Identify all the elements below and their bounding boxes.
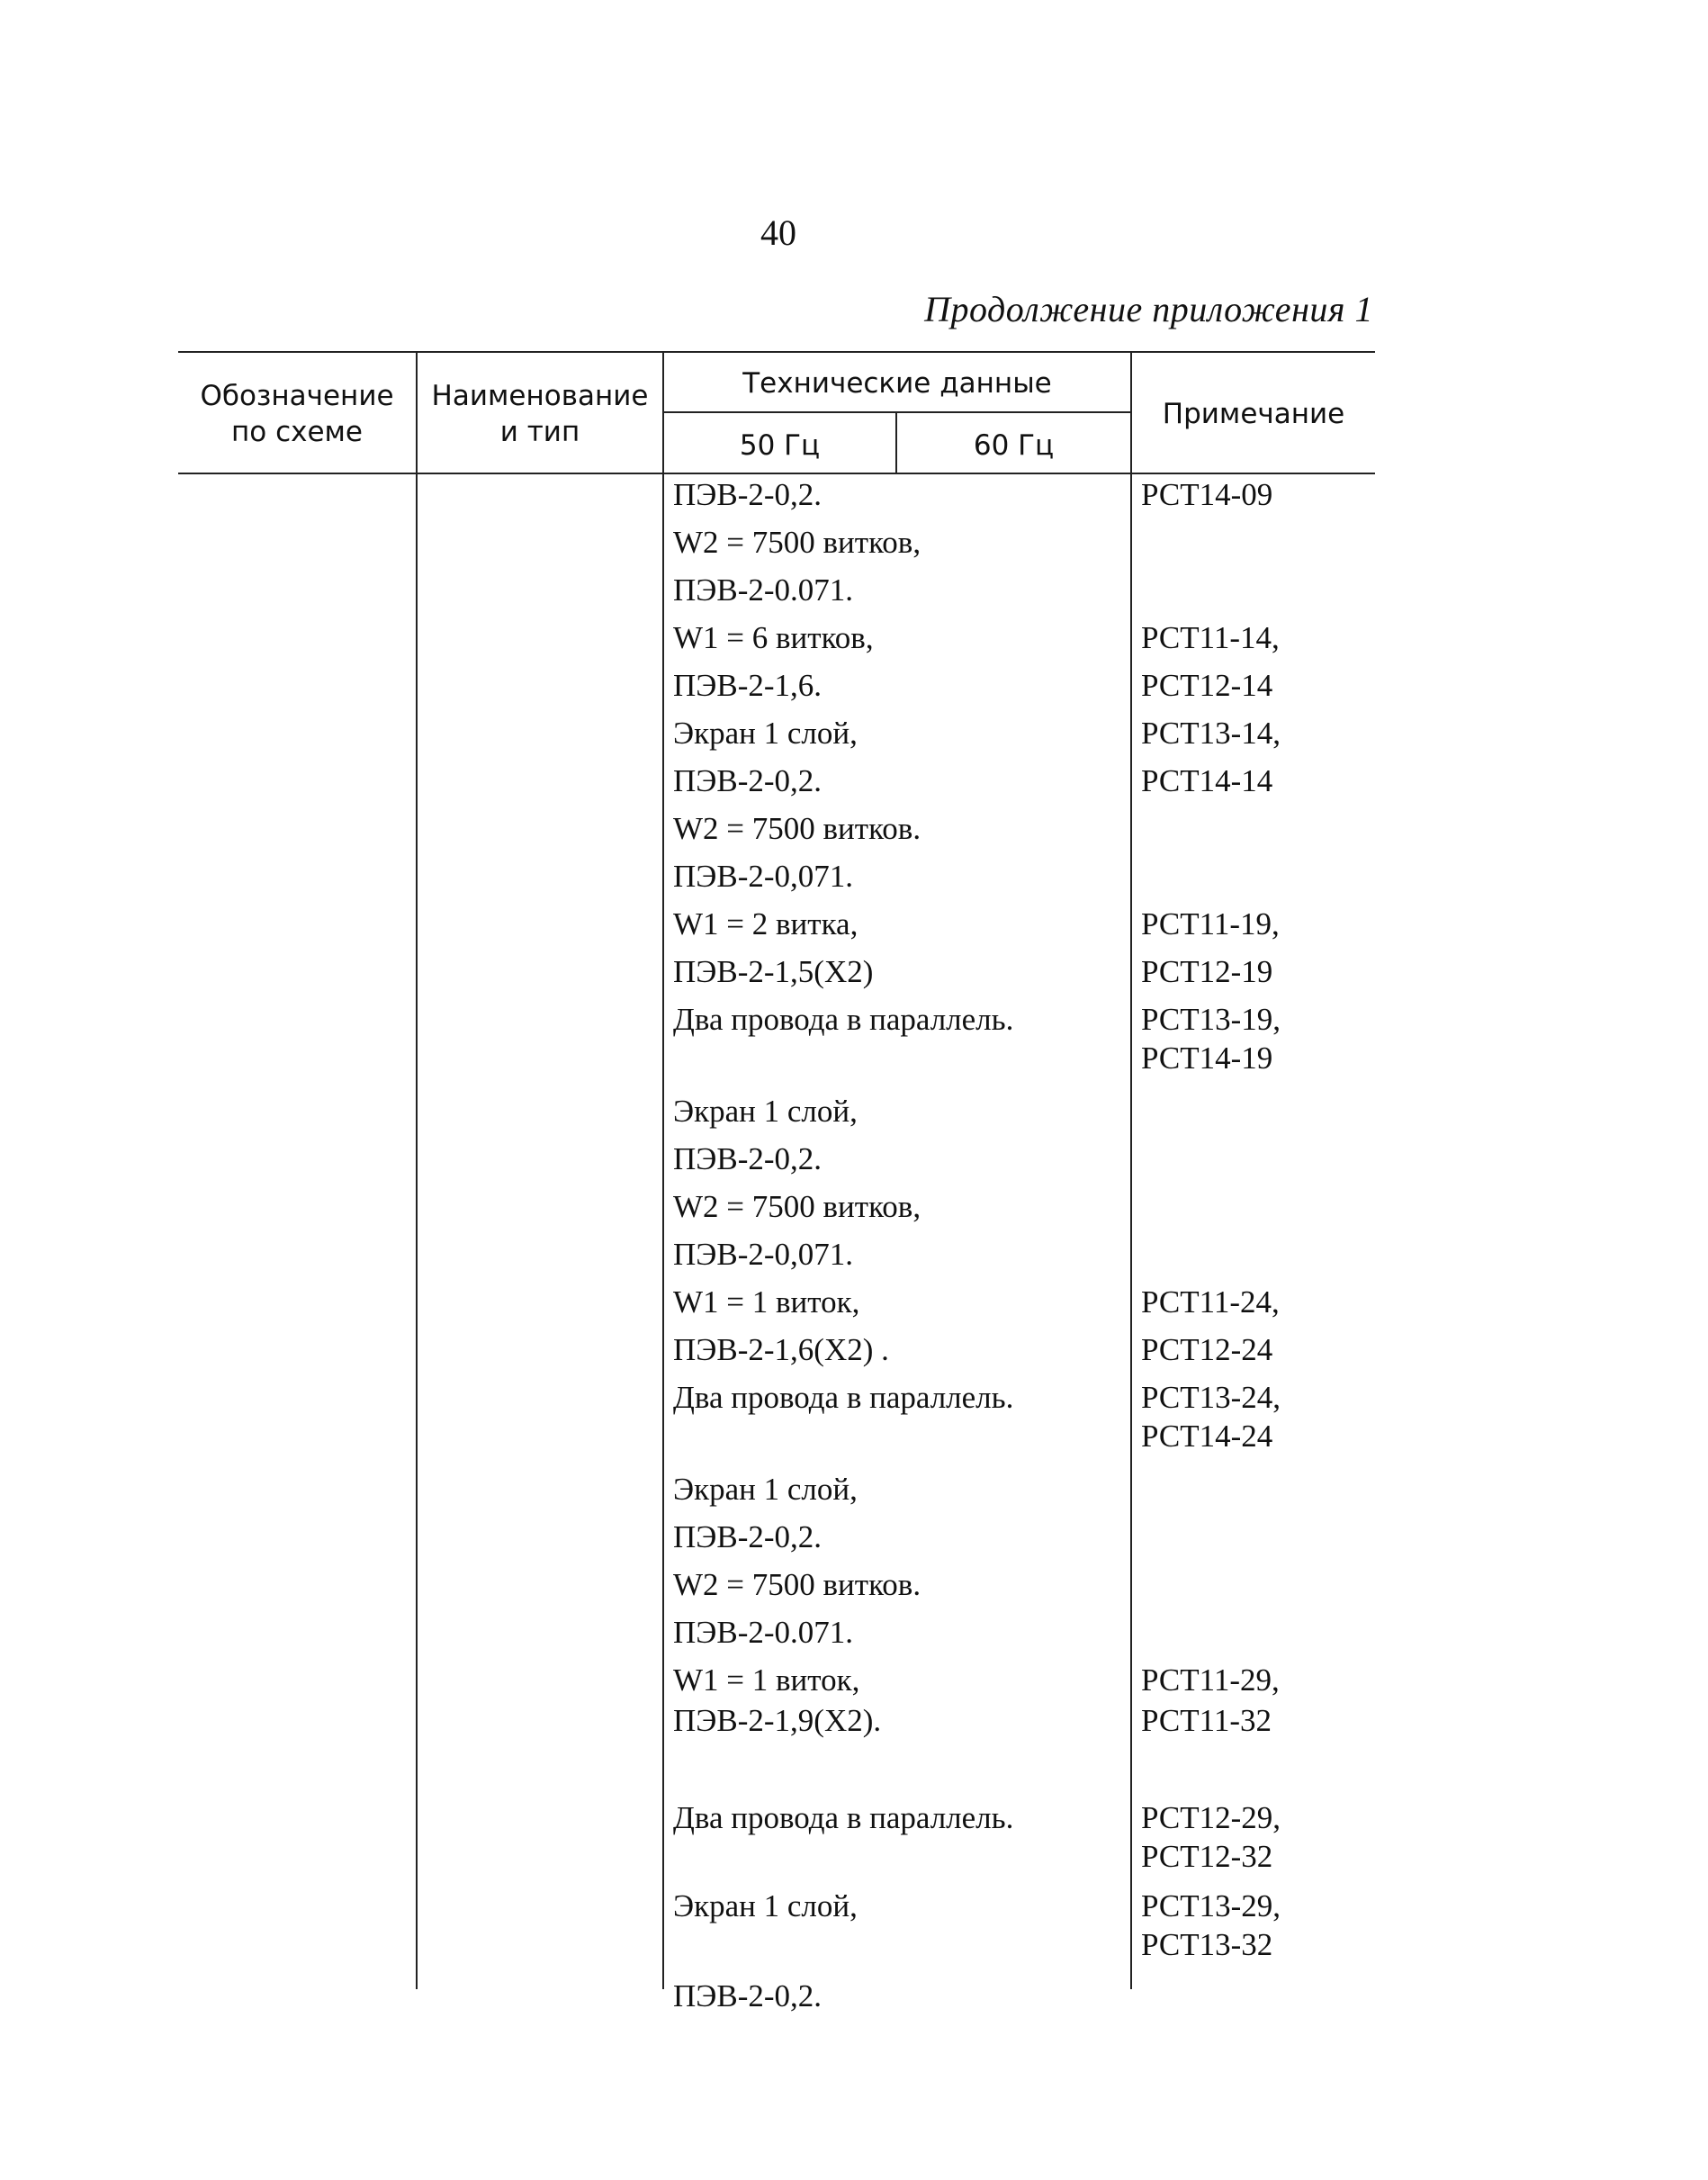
header-name-type-line-1: Наименование xyxy=(431,380,649,412)
header-freq-50: 50 Гц xyxy=(739,429,821,462)
tech-line: Два провода в параллель. xyxy=(673,1800,1014,1835)
column-divider-1 xyxy=(416,351,418,1989)
tech-line: Два провода в параллель. xyxy=(673,1002,1014,1037)
tech-line: Экран 1 слой, xyxy=(673,1472,858,1507)
note-line: РСТ12-32 xyxy=(1141,1839,1273,1874)
tech-line: W1 = 1 виток, xyxy=(673,1284,860,1320)
tech-line: ПЭВ-2-0,071. xyxy=(673,1237,854,1272)
tech-line: W2 = 7500 витков, xyxy=(673,1189,921,1224)
note-line: РСТ11-14, xyxy=(1141,620,1280,655)
tech-line: ПЭВ-2-1,5(Х2) xyxy=(673,954,874,989)
tech-line: ПЭВ-2-1,9(Х2). xyxy=(673,1703,882,1738)
header-note: Примечание xyxy=(1162,398,1345,430)
tech-line: Экран 1 слой, xyxy=(673,716,858,751)
tech-line: W1 = 1 виток, xyxy=(673,1662,860,1698)
note-line: РСТ12-24 xyxy=(1141,1332,1273,1367)
header-name-type xyxy=(418,378,662,450)
note-line: РСТ12-29, xyxy=(1141,1800,1281,1835)
tech-line: ПЭВ-2-0,2. xyxy=(673,1141,823,1176)
header-freq-60: 60 Гц xyxy=(973,429,1055,462)
header-designation-line-1: Обозначение xyxy=(200,380,394,412)
note-line: РСТ11-24, xyxy=(1141,1284,1280,1320)
note-line: РСТ12-19 xyxy=(1141,954,1273,989)
note-line: РСТ12-14 xyxy=(1141,668,1273,703)
tech-line: ПЭВ-2-0.071. xyxy=(673,1615,854,1650)
tech-line: ПЭВ-2-0,2. xyxy=(673,477,823,512)
column-divider-2 xyxy=(662,351,664,1989)
note-line: РСТ11-19, xyxy=(1141,906,1280,941)
note-line: РСТ13-24, xyxy=(1141,1380,1281,1415)
note-line: РСТ13-32 xyxy=(1141,1927,1273,1962)
tech-subheader-rule xyxy=(664,411,1132,413)
header-tech-data: Технические данные xyxy=(742,367,1052,400)
tech-line: ПЭВ-2-0,2. xyxy=(673,763,823,798)
tech-line: ПЭВ-2-0,2. xyxy=(673,1519,823,1554)
tech-line: ПЭВ-2-1,6. xyxy=(673,668,823,703)
tech-line: ПЭВ-2-1,6(Х2) . xyxy=(673,1332,889,1367)
header-bottom-rule xyxy=(178,473,1375,474)
note-line: РСТ13-19, xyxy=(1141,1002,1281,1037)
tech-line: ПЭВ-2-0,071. xyxy=(673,859,854,894)
tech-line: W2 = 7500 витков, xyxy=(673,525,921,560)
note-line: РСТ14-09 xyxy=(1141,477,1273,512)
note-line: РСТ14-14 xyxy=(1141,763,1273,798)
table-top-rule xyxy=(178,351,1375,353)
page-number: 40 xyxy=(760,212,796,253)
note-line: РСТ14-19 xyxy=(1141,1040,1273,1076)
note-line: РСТ13-29, xyxy=(1141,1888,1281,1923)
note-line: РСТ13-14, xyxy=(1141,716,1281,751)
tech-line: W1 = 6 витков, xyxy=(673,620,874,655)
column-divider-3 xyxy=(1130,351,1132,1989)
header-name-type-line-2: и тип xyxy=(499,416,580,448)
tech-line: Два провода в параллель. xyxy=(673,1380,1014,1415)
continuation-caption: Продолжение приложения 1 xyxy=(924,289,1373,329)
header-designation-line-2: по схеме xyxy=(230,416,363,448)
tech-line: ПЭВ-2-0,2. xyxy=(673,1978,823,2013)
header-designation xyxy=(180,378,414,450)
tech-line: Экран 1 слой, xyxy=(673,1888,858,1923)
tech-line: Экран 1 слой, xyxy=(673,1094,858,1129)
note-line: РСТ11-32 xyxy=(1141,1703,1272,1738)
tech-line: W1 = 2 витка, xyxy=(673,906,858,941)
tech-line: W2 = 7500 витков. xyxy=(673,1567,921,1602)
tech-line: ПЭВ-2-0.071. xyxy=(673,572,854,608)
note-line: РСТ14-24 xyxy=(1141,1419,1273,1454)
note-line: РСТ11-29, xyxy=(1141,1662,1280,1698)
tech-line: W2 = 7500 витков. xyxy=(673,811,921,846)
